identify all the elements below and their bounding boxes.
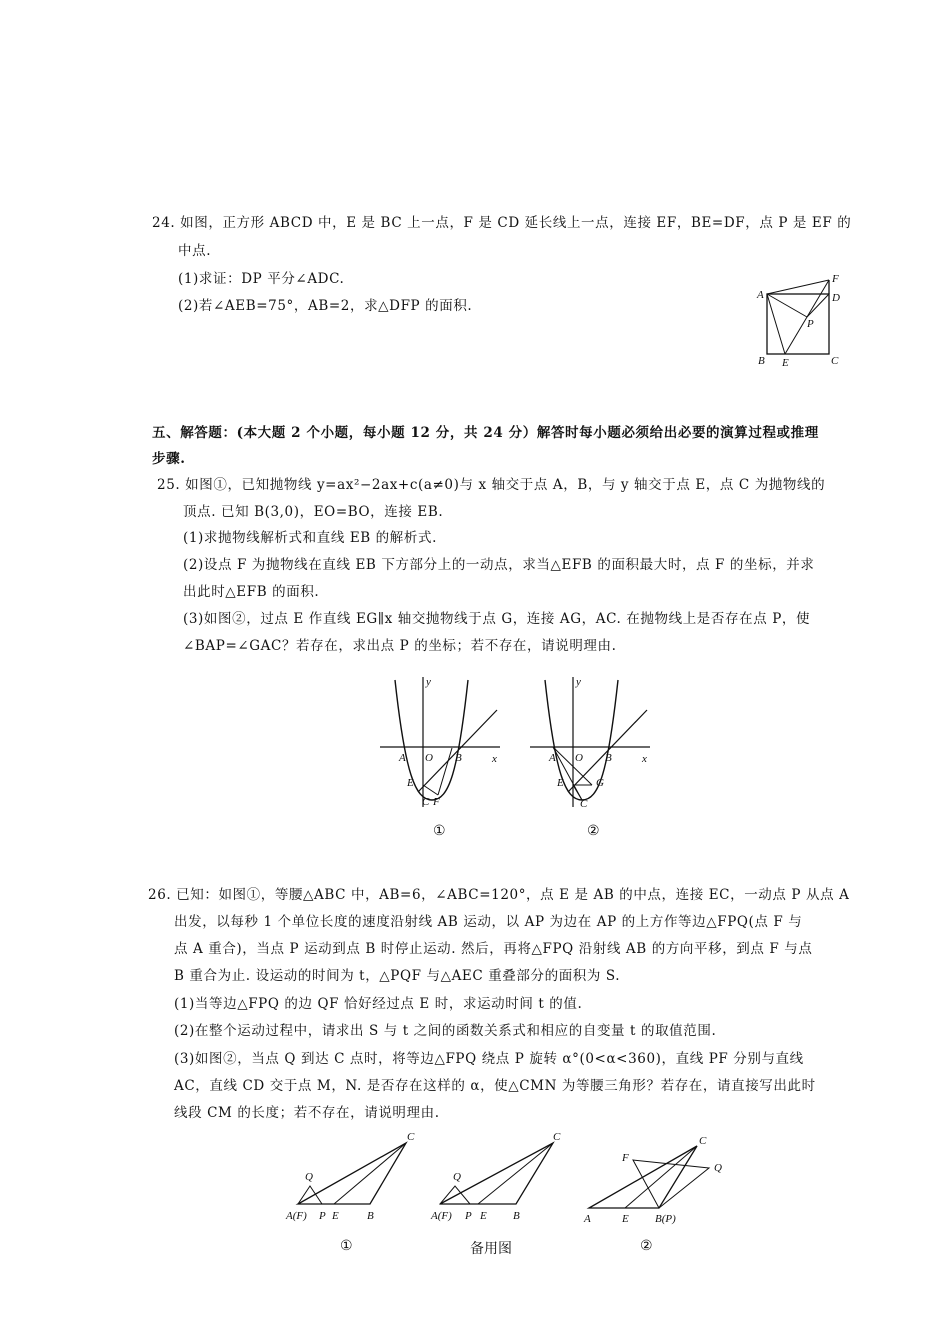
q25-line3: (1)求抛物线解析式和直线 EB 的解析式. <box>183 530 437 546</box>
q25-fig1-label-a: A <box>399 752 406 764</box>
q26-line3: 点 A 重合)，当点 P 运动到点 B 时停止运动. 然后，再将△FPQ 沿射线 AB 的方向平移，到点 F 与点 <box>174 941 813 957</box>
q26-figure2-rotated <box>575 1128 725 1232</box>
q25-fig2-label-o: O <box>575 752 583 764</box>
q24-label-a: A <box>757 289 764 301</box>
q24-label-f: F <box>832 273 839 285</box>
q24-square-figure <box>752 268 847 372</box>
q25-figure2-parabola <box>520 672 660 816</box>
q26-fig2-label-e: E <box>622 1213 629 1225</box>
q24-label-e: E <box>782 357 789 368</box>
q26-figure2-caption: ② <box>640 1238 653 1254</box>
q26-backup-label-p: P <box>465 1210 472 1222</box>
q26-figure1-caption: ① <box>340 1238 353 1254</box>
q26-backup-label-e: E <box>480 1210 487 1222</box>
q24-label-d: D <box>832 292 840 304</box>
q25-line1: 25. 如图①，已知抛物线 y=ax²−2ax+c(a≠0)与 x 轴交于点 A，B，与 y 轴交于点 E，点 C 为抛物线的 <box>157 477 826 493</box>
q25-figure1-parabola <box>370 672 510 816</box>
q26-fig1-label-b: B <box>367 1210 374 1222</box>
q25-figure2-caption: ② <box>587 823 600 839</box>
q24-label-p: P <box>807 318 814 330</box>
q25-fig1-label-o: O <box>425 752 433 764</box>
section5-heading-line1: 五、解答题：(本大题 2 个小题，每小题 12 分，共 24 分）解答时每小题必须给出必要的演算过程或推理 <box>152 425 819 441</box>
q26-backup-label-af: A(F) <box>431 1210 452 1222</box>
q26-fig1-label-c: C <box>407 1131 415 1143</box>
q24-label-c: C <box>831 355 839 367</box>
q26-backup-label-q: Q <box>453 1171 461 1183</box>
q26-line2: 出发，以每秒 1 个单位长度的速度沿射线 AB 运动，以 AP 为边在 AP 的上方作等边△FPQ(点 F 与 <box>174 914 803 930</box>
q26-line8: AC，直线 CD 交于点 M，N. 是否存在这样的 α，使△CMN 为等腰三角形？若存在，请直接写出此时 <box>174 1078 816 1094</box>
q25-fig2-label-c: C <box>580 798 588 810</box>
q25-fig1-label-b: B <box>455 752 462 764</box>
q26-line6: (2)在整个运动过程中，请求出 S 与 t 之间的函数关系式和相应的自变量 t 的取值范围. <box>174 1023 717 1039</box>
q26-line4: B 重合为止. 设运动的时间为 t，△PQF 与△AEC 重叠部分的面积为 S. <box>174 968 621 984</box>
q25-line2: 顶点. 已知 B(3,0)，EO=BO，连接 EB. <box>183 504 444 520</box>
q26-line5: (1)当等边△FPQ 的边 QF 恰好经过点 E 时，求运动时间 t 的值. <box>174 996 583 1012</box>
q26-backup-figure <box>425 1128 575 1232</box>
q25-line7: ∠BAP=∠GAC？若存在，求出点 P 的坐标；若不存在，请说明理由. <box>183 638 617 654</box>
q24-line2: 中点. <box>178 243 212 259</box>
q26-fig1-label-p: P <box>319 1210 326 1222</box>
q26-backup-label-c: C <box>553 1131 561 1143</box>
q26-fig1-label-e: E <box>332 1210 339 1222</box>
q24-label-b: B <box>758 355 765 367</box>
q25-fig2-label-x: x <box>642 753 647 765</box>
q25-line5: 出此时△EFB 的面积. <box>183 584 320 600</box>
q25-fig1-label-e: E <box>407 777 414 789</box>
q26-fig2-label-bp: B(P) <box>655 1213 676 1225</box>
q26-figure1-triangle <box>283 1128 423 1232</box>
q26-fig2-label-q: Q <box>714 1162 722 1174</box>
q25-fig1-label-x: x <box>492 753 497 765</box>
q25-fig2-label-a: A <box>549 752 556 764</box>
q25-fig2-label-b: B <box>605 752 612 764</box>
q25-figure1-caption: ① <box>433 823 446 839</box>
q25-fig1-label-y: y <box>426 676 431 688</box>
q25-fig1-label-c: C <box>422 796 430 808</box>
q24-line4: (2)若∠AEB=75°，AB=2，求△DFP 的面积. <box>178 298 473 314</box>
q26-line1: 26. 已知：如图①，等腰△ABC 中，AB=6，∠ABC=120°，点 E 是 AB 的中点，连接 EC，一动点 P 从点 A <box>148 887 850 903</box>
q26-fig1-label-q: Q <box>305 1171 313 1183</box>
q26-fig2-label-c: C <box>699 1135 707 1147</box>
q26-fig1-label-af: A(F) <box>286 1210 307 1222</box>
q25-fig2-label-g: G <box>596 777 604 789</box>
q25-fig2-label-y: y <box>576 676 581 688</box>
q26-backup-label-b: B <box>513 1210 520 1222</box>
section5-heading-line2: 步骤. <box>152 451 186 467</box>
q24-line1: 24. 如图，正方形 ABCD 中，E 是 BC 上一点，F 是 CD 延长线上一点，连接 EF，BE=DF，点 P 是 EF 的 <box>152 215 852 231</box>
q26-fig2-label-a: A <box>584 1213 591 1225</box>
q25-line6: (3)如图②，过点 E 作直线 EG∥x 轴交抛物线于点 G，连接 AG，AC. 在抛物线上是否存在点 P，使 <box>183 611 811 627</box>
q24-line3: (1)求证：DP 平分∠ADC. <box>178 271 345 287</box>
q25-fig1-label-f: F <box>433 796 440 808</box>
q25-fig2-label-e: E <box>557 777 564 789</box>
q25-line4: (2)设点 F 为抛物线在直线 EB 下方部分上的一动点，求当△EFB 的面积最大时，点 F 的坐标，并求 <box>183 557 815 573</box>
q26-fig2-label-f: F <box>622 1152 629 1164</box>
q26-line9: 线段 CM 的长度；若不存在，请说明理由. <box>174 1105 440 1121</box>
q26-line7: (3)如图②，当点 Q 到达 C 点时，将等边△FPQ 绕点 P 旋转 α°(0<α<360)，直线 PF 分别与直线 <box>174 1051 804 1067</box>
q26-backup-figure-caption: 备用图 <box>470 1241 512 1257</box>
